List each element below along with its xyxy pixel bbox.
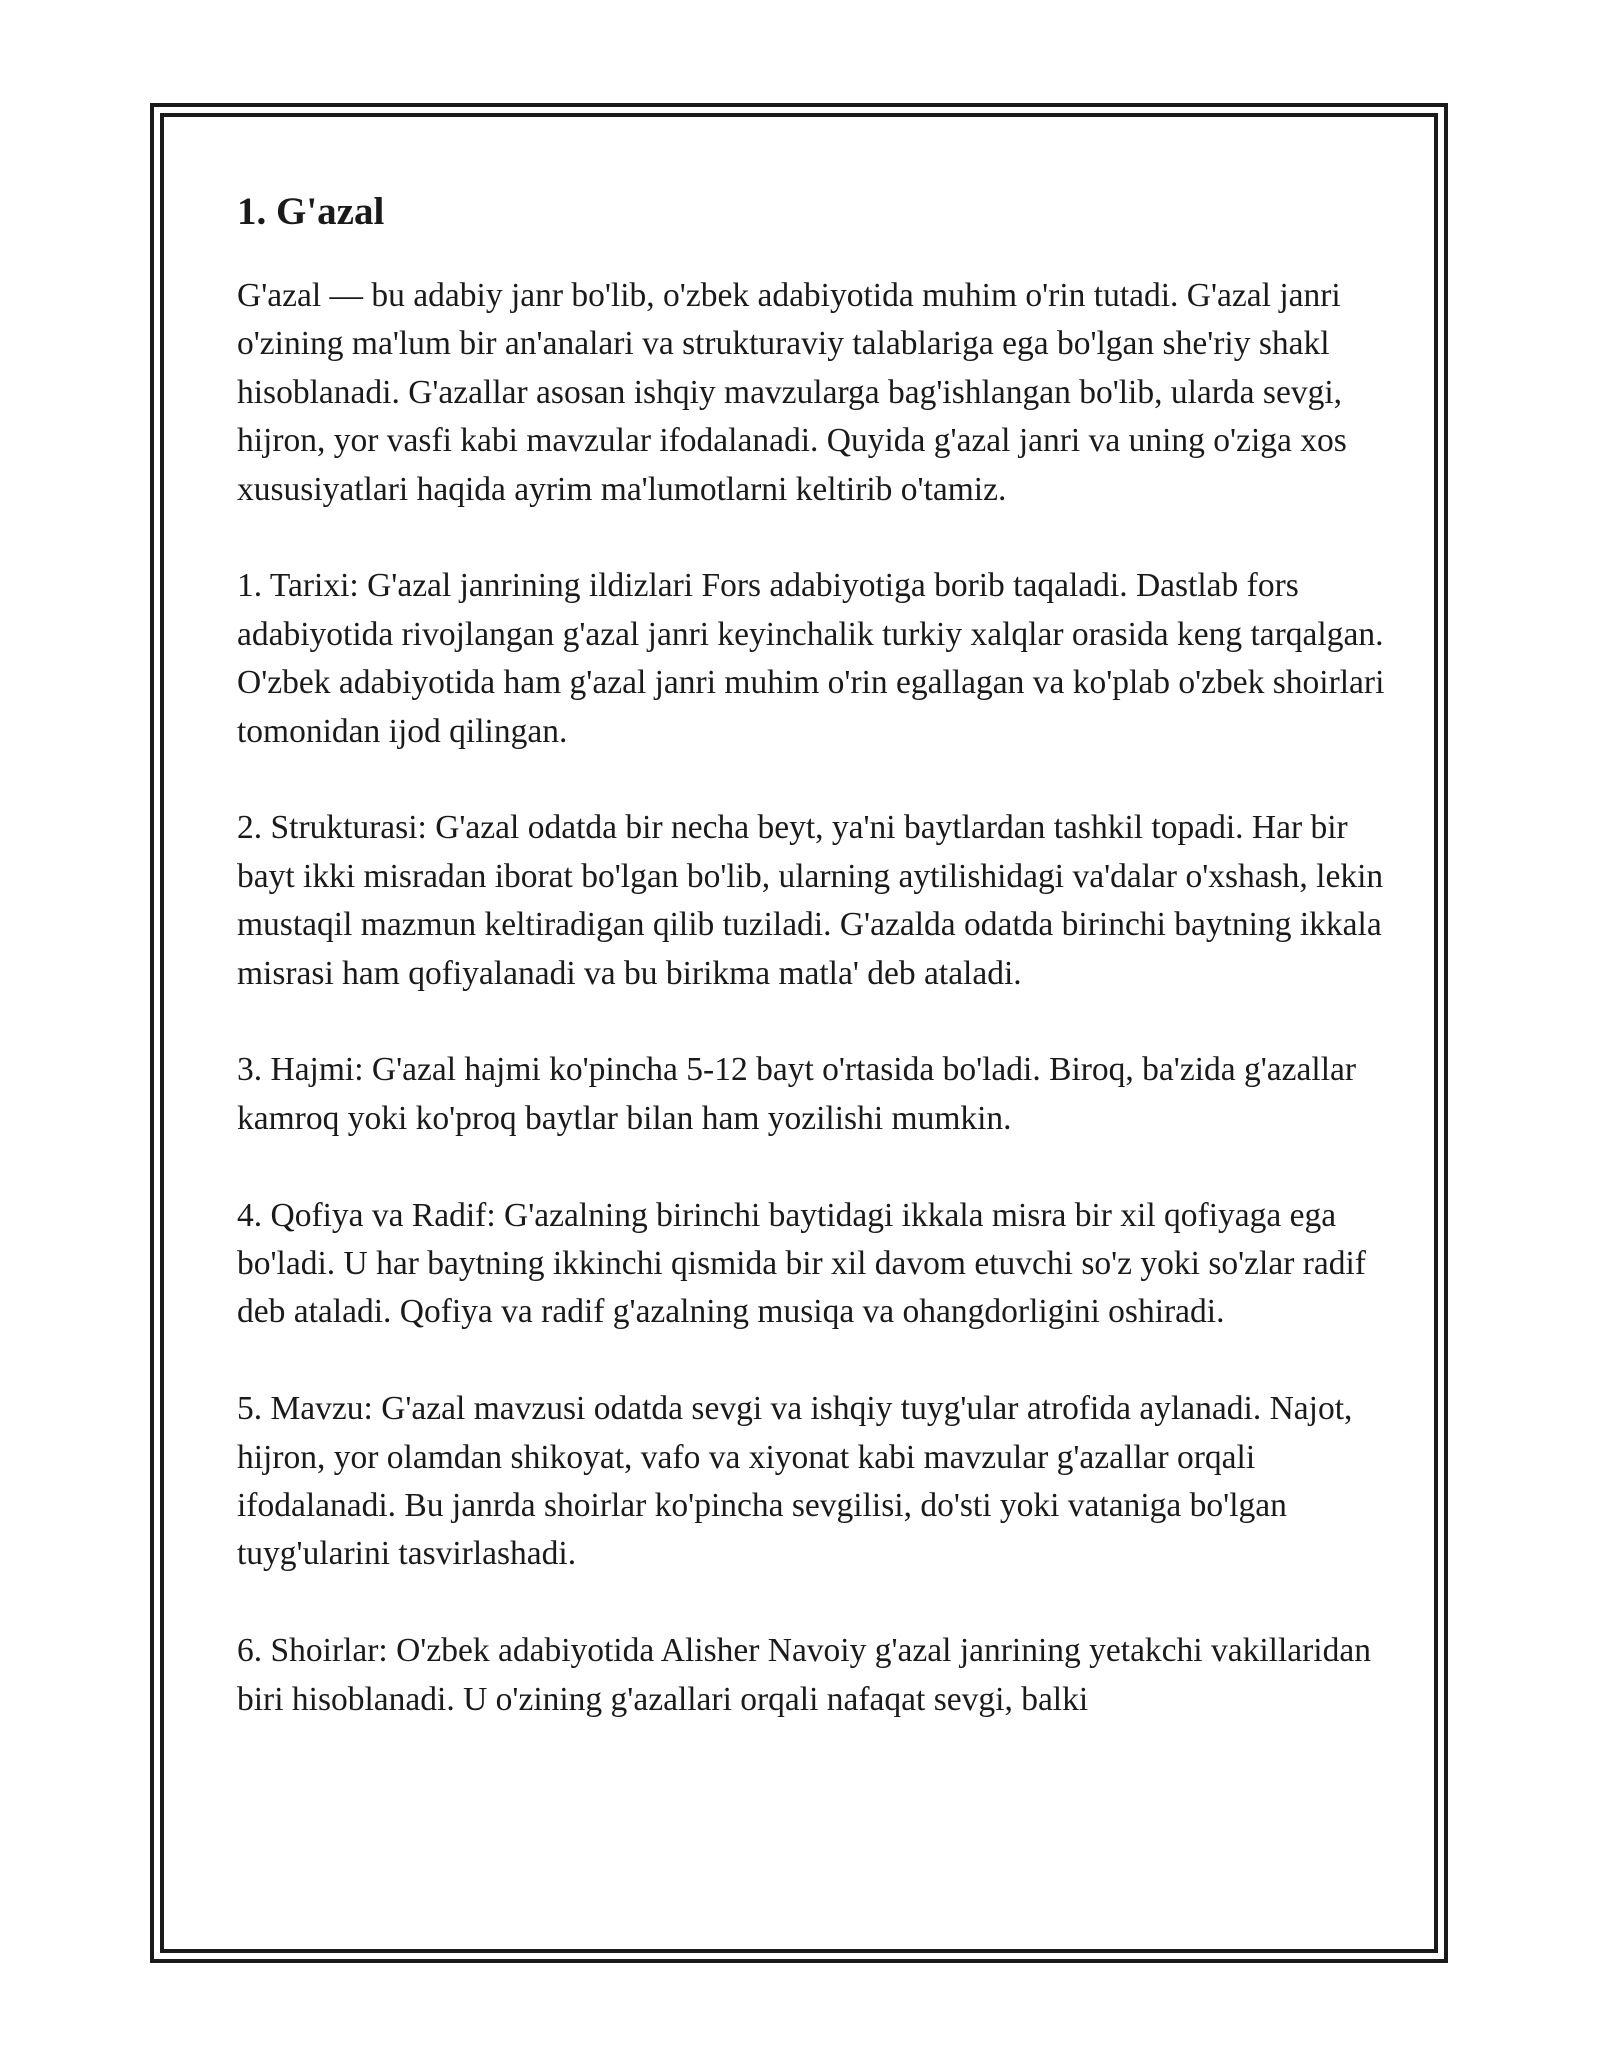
document-body bbox=[237, 186, 1387, 1724]
paragraph-length: 3. Hajmi: G'azal hajmi ko'pincha 5-12 bayt o'rtasida bo'ladi. Biroq, ba'zida g'azallar kamroq yoki ko'proq baytlar bilan ham yozilishi mumkin. bbox=[237, 1051, 1357, 1137]
paragraph-theme: 5. Mavzu: G'azal mavzusi odatda sevgi va ishqiy tuyg'ular atrofida aylanadi. Najot, hijron, yor olamdan shikoyat, vafo va xiyonat kabi mavzular g'azallar orqali ifodalanadi. Bu janrda shoirlar ko'pincha sevgilisi, do'sti yoki vataniga bo'lgan tuyg'ularini tasvirlashadi. bbox=[237, 1390, 1353, 1573]
paragraph-intro: G'azal — bu adabiy janr bo'lib, o'zbek adabiyotida muhim o'rin tutadi. G'azal janri o'zining ma'lum bir an'analari va strukturaviy talablariga ega bo'lgan she'riy shakl hisoblanadi. G'azallar asosan ishqiy mavzularga bag'ishlangan bo'lib, ularda sevgi, hijron, yor vasfi kabi mavzular ifodalanadi. Quyida g'azal janri va uning o'ziga xos xususiyatlari haqida ayrim ma'lumotlarni keltirib o'tamiz. bbox=[237, 277, 1347, 508]
paragraph-poets: 6. Shoirlar: O'zbek adabiyotida Alisher Navoiy g'azal janrining yetakchi vakillaridan biri hisoblanadi. U o'zining g'azallari orqali nafaqat sevgi, balki bbox=[237, 1632, 1371, 1718]
paragraph-structure: 2. Strukturasi: G'azal odatda bir necha beyt, ya'ni baytlardan tashkil topadi. Har bir bayt ikki misradan iborat bo'lgan bo'lib, ularning aytilishidagi va'dalar o'xshash, lekin mustaqil mazmun keltiradigan qilib tuziladi. G'azalda odatda birinchi baytning ikkala misrasi ham qofiyalanadi va bu birikma matla' deb ataladi. bbox=[237, 809, 1384, 992]
document-title: 1. G'azal bbox=[237, 190, 385, 233]
paragraph-rhyme-radif: 4. Qofiya va Radif: G'azalning birinchi baytidagi ikkala misra bir xil qofiyaga ega bo'ladi. U har baytning ikkinchi qismida bir xil davom etuvchi so'z yoki so'zlar radif deb ataladi. Qofiya va radif g'azalning musiqa va ohangdorligini oshiradi. bbox=[237, 1196, 1366, 1331]
paragraph-history: 1. Tarixi: G'azal janrining ildizlari Fors adabiyotiga borib taqaladi. Dastlab fors adabiyotida rivojlangan g'azal janri keyinchalik turkiy xalqlar orasida keng tarqalgan. O'zbek adabiyotida ham g'azal janri muhim o'rin egallagan va ko'plab o'zbek shoirlari tomonidan ijod qilingan. bbox=[237, 567, 1385, 750]
